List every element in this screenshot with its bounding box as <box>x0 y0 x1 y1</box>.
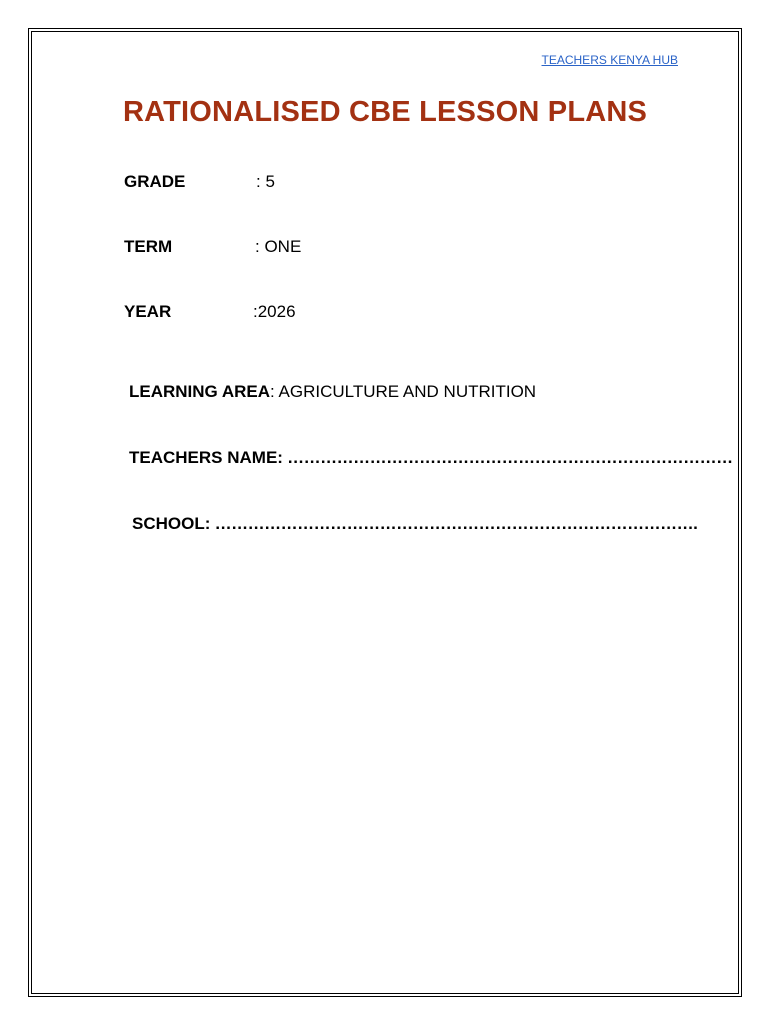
document-title: RATIONALISED CBE LESSON PLANS <box>123 96 648 128</box>
term-field <box>124 237 424 261</box>
term-label: TERM <box>124 237 173 256</box>
teachers-name-label: TEACHERS NAME: <box>129 448 283 467</box>
learning-area-label: LEARNING AREA <box>129 382 271 401</box>
learning-area-field <box>129 382 536 402</box>
school-label: SCHOOL: <box>132 514 211 533</box>
document-page <box>31 31 739 994</box>
term-value: : ONE <box>255 237 302 256</box>
teachers-name-field <box>129 448 733 468</box>
year-field <box>124 302 424 326</box>
school-field <box>132 514 697 534</box>
teachers-name-blank: ……………………………………………………………………… <box>282 448 733 467</box>
teachers-kenya-hub-link[interactable]: TEACHERS KENYA HUB <box>541 53 678 67</box>
grade-field <box>124 172 424 196</box>
learning-area-value: : AGRICULTURE AND NUTRITION <box>270 382 537 401</box>
grade-label: GRADE <box>124 172 186 191</box>
year-value: :2026 <box>253 302 296 321</box>
year-label: YEAR <box>124 302 172 321</box>
school-blank: ……………………………………………………………………………. <box>210 514 698 533</box>
page-content <box>32 32 738 993</box>
grade-value: : 5 <box>256 172 275 191</box>
